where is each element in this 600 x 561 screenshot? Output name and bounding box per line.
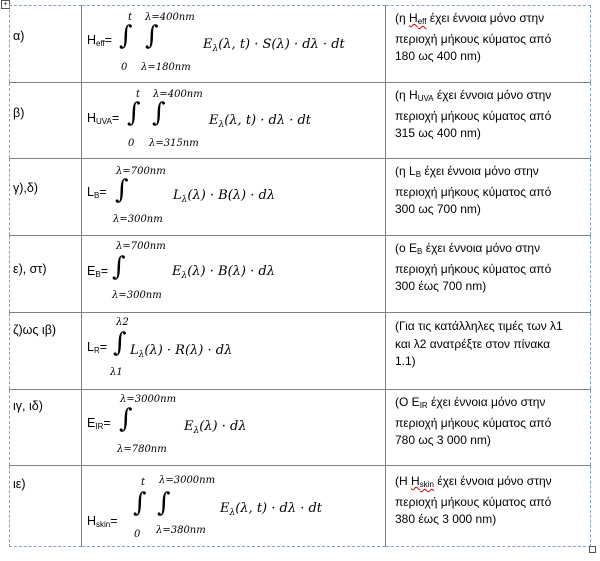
inner-lower-limit: λ=380nm	[156, 525, 206, 536]
formula-symbol: $H_{eff}=$	[87, 33, 113, 48]
inner-upper-limit: λ=3000nm	[120, 394, 177, 405]
row-note: (Ο $E_{IR}$ έχει έννοια μόνο στην περιοχή μήκους κύματος από 780 ως 3 000 nm)	[395, 395, 552, 447]
row-note: (ο $E_B$ έχει έννοια μόνο στην περιοχή μήκους κύματος από 300 έως 700 nm)	[395, 241, 552, 293]
inner-lower-limit: λ1	[110, 367, 123, 378]
inner-upper-limit: λ2	[116, 317, 129, 328]
integral-sign: ∫	[133, 488, 147, 518]
row-label: ε), στ)	[13, 262, 47, 276]
integrand: $L_\lambda(\lambda) \cdot R(\lambda) \cdot d\lambda$	[130, 343, 233, 360]
row-note: (Η $H_{skin}$ έχει έννοια μόνο στην περιοχή μήκους κύματος από 380 έως 3 000 nm)	[395, 474, 552, 526]
formula-symbol: $H_{UVA}=$	[87, 111, 120, 126]
inner-upper-limit: λ=400nm	[153, 89, 203, 100]
inner-upper-limit: λ=700nm	[116, 166, 166, 177]
inner-lower-limit: λ=300nm	[113, 214, 163, 225]
row-label: ιε)	[13, 477, 26, 491]
outer-lower-limit: 0	[128, 138, 135, 149]
outer-lower-limit: 0	[134, 529, 141, 540]
integral-sign: ∫	[127, 98, 141, 128]
integrand: $E_\lambda(\lambda) \cdot d\lambda$	[184, 419, 247, 436]
outer-upper-limit: t	[128, 12, 133, 23]
inner-lower-limit: λ=780nm	[117, 444, 167, 455]
formula-symbol: $L_B=$	[87, 185, 107, 200]
inner-upper-limit: λ=3000nm	[159, 475, 216, 486]
table-resize-handle[interactable]	[589, 546, 596, 553]
integral-sign: ∫	[152, 98, 166, 128]
integral-sign: ∫	[119, 404, 133, 434]
inner-upper-limit: λ=400nm	[145, 12, 195, 23]
integrand: $E_\lambda(\lambda$, t) · S(λ) · dλ · dt	[203, 37, 345, 54]
row-note: (η $H_{eff}$ έχει έννοια μόνο στην περιοχή μήκους κύματος από 180 ως 400 nm)	[395, 11, 552, 63]
row-label: β)	[13, 106, 25, 120]
row-note: (Για τις κατάλληλες τιμές των λ1 και λ2 ανατρέξτε στον πίνακα 1.1)	[395, 319, 563, 368]
row-note: (η $H_{UVA}$ έχει έννοια μόνο στην περιοχή μήκους κύματος από 315 ως 400 nm)	[395, 88, 552, 140]
outer-upper-limit: t	[136, 89, 141, 100]
row-label: γ),δ)	[13, 181, 39, 195]
integrand: $E_\lambda(\lambda) \cdot B(\lambda) \cdot d\lambda$	[172, 264, 275, 281]
table-move-handle[interactable]: +	[1, 0, 10, 9]
integrand: $E_\lambda(\lambda$, t) · dλ · dt	[220, 501, 323, 518]
formula-symbol: $L_R=$	[87, 340, 108, 355]
formula-symbol: $E_{IR}=$	[87, 416, 111, 431]
inner-lower-limit: λ=315nm	[149, 138, 199, 149]
inner-lower-limit: λ=300nm	[112, 290, 162, 301]
row-note: (η $L_B$ έχει έννοια μόνο στην περιοχή μήκους κύματος από 300 ως 700 nm)	[395, 164, 552, 216]
outer-upper-limit: t	[141, 477, 146, 488]
inner-lower-limit: λ=180nm	[141, 62, 191, 73]
formula-table	[9, 5, 590, 546]
inner-upper-limit: λ=700nm	[116, 241, 166, 252]
integral-sign: ∫	[119, 21, 133, 51]
integral-sign: ∫	[145, 21, 159, 51]
formula-symbol: $E_B=$	[87, 264, 108, 279]
row-label: ιγ, ιδ)	[13, 399, 43, 413]
integrand: $L_\lambda(\lambda) \cdot B(\lambda) \cdot d\lambda$	[173, 188, 276, 205]
row-label: ζ)ως ιβ)	[13, 323, 57, 337]
integral-sign: ∫	[112, 252, 126, 282]
integral-sign: ∫	[113, 328, 127, 358]
outer-lower-limit: 0	[121, 62, 128, 73]
row-label: α)	[13, 29, 25, 43]
integral-sign: ∫	[157, 488, 171, 518]
formula-symbol: $H_{skin}=$	[87, 514, 118, 529]
integrand: $E_\lambda(\lambda$, t) · dλ · dt	[209, 113, 312, 130]
integral-sign: ∫	[115, 175, 129, 205]
